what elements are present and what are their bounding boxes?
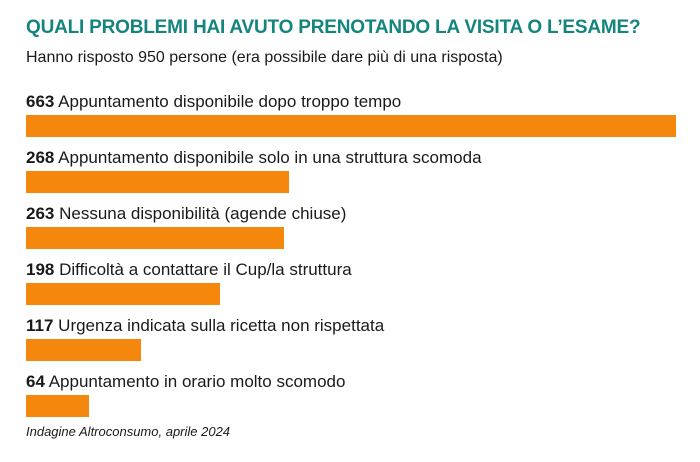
bar-value-label: 268: [26, 148, 55, 167]
bar-value-label: 117: [26, 316, 54, 335]
bar-label: [26, 316, 384, 336]
bar-label: [26, 92, 401, 112]
bar-label: [26, 260, 352, 280]
bar: [26, 339, 141, 361]
chart-subtitle: Hanno risposto 950 persone (era possibile dare più di una risposta): [26, 49, 503, 66]
bar: [26, 227, 284, 249]
bar: [26, 171, 289, 193]
bar-label: [26, 372, 345, 392]
bar: [26, 283, 220, 305]
bar-label: [26, 204, 346, 224]
chart-source: Indagine Altroconsumo, aprile 2024: [26, 424, 231, 439]
bar-category-label: Urgenza indicata sulla ricetta non rispettata: [53, 316, 385, 335]
bar-category-label: Nessuna disponibilità (agende chiuse): [54, 204, 347, 223]
bar-value-label: 663: [26, 92, 55, 111]
bar-value-label: 263: [26, 204, 55, 223]
bar-category-label: Difficoltà a contattare il Cup/la struttura: [54, 260, 352, 279]
bar-category-label: Appuntamento disponibile solo in una struttura scomoda: [54, 148, 482, 167]
bar-category-label: Appuntamento in orario molto scomodo: [44, 372, 346, 391]
bar-value-label: 64: [26, 372, 45, 391]
bar: [26, 395, 89, 417]
chart-title: QUALI PROBLEMI HAI AVUTO PRENOTANDO LA VISITA O L’ESAME?: [26, 17, 641, 38]
bar-value-label: 198: [26, 260, 55, 279]
bar-category-label: Appuntamento disponibile dopo troppo tempo: [54, 92, 402, 111]
bar: [26, 115, 676, 137]
bar-label: [26, 148, 482, 168]
